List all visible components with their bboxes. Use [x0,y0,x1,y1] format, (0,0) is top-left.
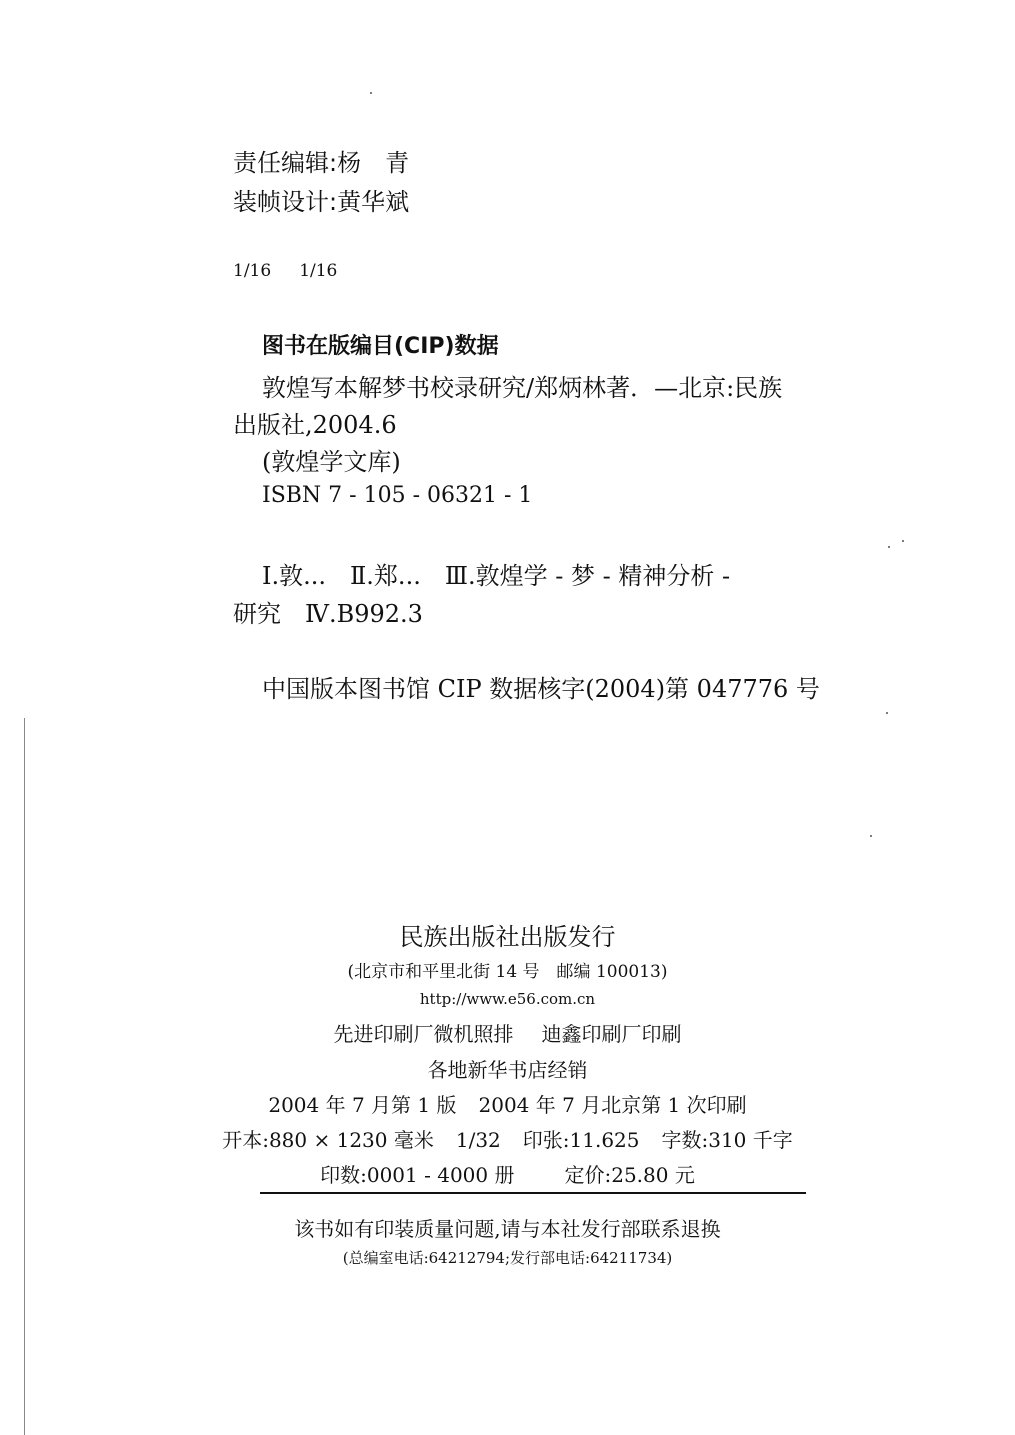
scan-speck [902,540,904,542]
scan-speck [870,835,872,837]
printing: 2004 年 7 月北京第 1 次印刷 [478,1093,747,1117]
scan-speck [886,712,888,714]
edition-line [0,1089,1015,1118]
typeset-print-line [0,1018,1015,1047]
format-line [0,1124,1015,1153]
fold: 1/32 [455,1128,501,1152]
cip-title-line: 敦煌写本解梦书校录研究/郑炳林著．—北京:民族 [262,374,783,402]
cip-verification: 中国版本图书馆 CIP 数据核字(2004)第 047776 号 [262,675,820,703]
format: 开本:880 × 1230 毫米 [222,1128,434,1152]
fraction-b: 1/16 [299,261,338,281]
fraction-a: 1/16 [233,261,272,281]
distributor: 各地新华书店经销 [427,1058,588,1082]
designer-credit: 装帧设计:黄华斌 [233,188,410,216]
print-run: 印数:0001 - 4000 册 [320,1163,515,1187]
edition: 2004 年 7 月第 1 版 [268,1093,457,1117]
contact-phones: (总编室电话:64212794;发行部电话:64211734) [342,1249,673,1267]
cip-isbn: ISBN 7 - 105 - 06321 - 1 [262,483,533,508]
sheets: 印张:11.625 [522,1128,640,1152]
cip-series: (敦煌学文库) [262,448,401,476]
editor-credit: 责任编辑:杨 青 [233,149,410,177]
publisher-line: 民族出版社出版发行 [399,923,616,951]
cip-heading: 图书在版编目(CIP)数据 [262,334,499,359]
printer: 迪鑫印刷厂印刷 [541,1022,682,1046]
publisher-url: http://www.e56.com.cn [419,990,596,1008]
cip-classification-1: Ⅰ.敦... Ⅱ.郑... Ⅲ.敦煌学 - 梦 - 精神分析 - [262,562,731,590]
word-count: 字数:310 千字 [661,1128,793,1152]
run-price-line [0,1159,1015,1188]
divider-rule [260,1192,806,1194]
publisher-address: (北京市和平里北街 14 号 邮编 100013) [347,962,668,982]
fraction-line [233,261,337,281]
cip-publisher-line: 出版社,2004.6 [233,411,397,439]
scan-speck [370,92,372,94]
cip-classification-2: 研究 Ⅳ.B992.3 [233,600,423,628]
scan-speck [888,546,890,548]
return-notice: 该书如有印装质量问题,请与本社发行部联系退换 [294,1217,721,1241]
price: 定价:25.80 元 [564,1163,695,1187]
typesetter: 先进印刷厂微机照排 [333,1022,514,1046]
